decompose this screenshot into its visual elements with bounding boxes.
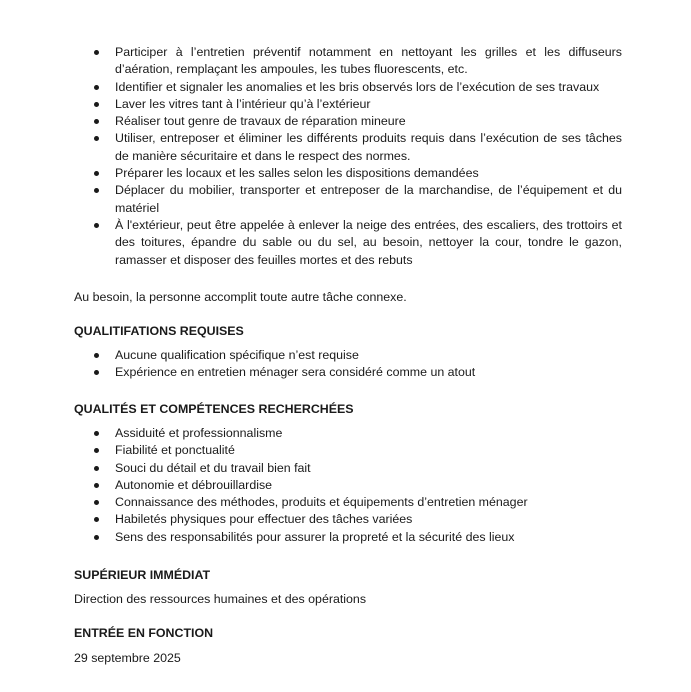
competences-list bbox=[74, 425, 622, 546]
start-date-value: 29 septembre 2025 bbox=[74, 651, 181, 665]
bullet-icon bbox=[94, 50, 99, 55]
bullet-icon bbox=[94, 119, 99, 124]
bullet-icon bbox=[94, 85, 99, 90]
superieur-value: Direction des ressources humaines et des opérations bbox=[74, 592, 367, 606]
tasks-list bbox=[74, 44, 622, 269]
list-item bbox=[74, 217, 622, 269]
list-item-text: Habiletés physiques pour effectuer des tâches variées bbox=[115, 512, 413, 527]
list-item-text: Autonomie et débrouillardise bbox=[115, 477, 273, 492]
list-item-text: Préparer les locaux et les salles selon les dispositions demandées bbox=[115, 166, 479, 181]
bullet-icon bbox=[94, 448, 99, 453]
list-item bbox=[74, 460, 622, 477]
list-item-text: Participer à l’entretien préventif notamment en nettoyant les grilles et les diffuseurs d’aération, remplaçant les ampoules, les tubes fluorescents, etc. bbox=[115, 45, 622, 77]
list-item-text: Sens des responsabilités pour assurer la propreté et la sécurité des lieux bbox=[115, 529, 515, 544]
bullet-icon bbox=[94, 370, 99, 375]
list-item-text: Déplacer du mobilier, transporter et entreposer de la marchandise, de l’équipement et du matériel bbox=[115, 183, 622, 215]
list-item-text: Identifier et signaler les anomalies et les bris observés lors de l’exécution de ses travaux bbox=[115, 79, 600, 94]
bullet-icon bbox=[94, 353, 99, 358]
superieur-heading: SUPÉRIEUR IMMÉDIAT bbox=[74, 568, 211, 582]
list-item-text: Assiduité et professionnalisme bbox=[115, 426, 283, 440]
bullet-icon bbox=[94, 102, 99, 107]
list-item bbox=[74, 113, 622, 130]
list-item bbox=[74, 364, 622, 381]
qualifications-heading: QUALITIFATIONS REQUISES bbox=[74, 324, 244, 338]
list-item-text: Expérience en entretien ménager sera considéré comme un atout bbox=[115, 365, 476, 380]
bullet-icon bbox=[94, 431, 99, 436]
list-item-text: Fiabilité et ponctualité bbox=[115, 443, 235, 458]
list-item-text: Souci du détail et du travail bien fait bbox=[115, 460, 311, 475]
list-item bbox=[74, 165, 622, 182]
bullet-icon bbox=[94, 483, 99, 488]
list-item-text: Laver les vitres tant à l’intérieur qu’à l’extérieur bbox=[115, 96, 371, 111]
other-tasks-text: Au besoin, la personne accomplit toute autre tâche connexe. bbox=[74, 290, 407, 304]
bullet-icon bbox=[94, 500, 99, 505]
list-item-text: Aucune qualification spécifique n’est requise bbox=[115, 348, 359, 362]
competences-heading: QUALITÉS ET COMPÉTENCES RECHERCHÉES bbox=[74, 402, 354, 416]
list-item bbox=[74, 494, 622, 511]
list-item-text: Réaliser tout genre de travaux de réparation mineure bbox=[115, 114, 406, 129]
bullet-icon bbox=[94, 517, 99, 522]
bullet-icon bbox=[94, 188, 99, 193]
start-date-heading: ENTRÉE EN FONCTION bbox=[74, 626, 214, 640]
bullet-icon bbox=[94, 466, 99, 471]
list-item bbox=[74, 182, 622, 217]
list-item bbox=[74, 511, 622, 528]
list-item bbox=[74, 347, 622, 364]
list-item bbox=[74, 44, 622, 79]
list-item bbox=[74, 425, 622, 442]
list-item bbox=[74, 529, 622, 546]
list-item-text: À l'extérieur, peut être appelée à enlever la neige des entrées, des escaliers, des trottoirs et des toitures, épandre du sable ou du sel, au besoin, nettoyer la cour, tondre le gazon, ramasser et disposer des feuilles mortes et des rebuts bbox=[115, 217, 622, 267]
bullet-icon bbox=[94, 171, 99, 176]
list-item bbox=[74, 96, 622, 113]
bullet-icon bbox=[94, 136, 99, 141]
list-item bbox=[74, 442, 622, 459]
qualifications-list bbox=[74, 347, 622, 382]
bullet-icon bbox=[94, 535, 99, 540]
list-item bbox=[74, 79, 622, 96]
list-item bbox=[74, 130, 622, 165]
bullet-icon bbox=[94, 223, 99, 228]
list-item-text: Connaissance des méthodes, produits et équipements d’entretien ménager bbox=[115, 495, 528, 510]
list-item bbox=[74, 477, 622, 494]
list-item-text: Utiliser, entreposer et éliminer les différents produits requis dans l’exécution de ses tâches de manière sécuritaire et dans le respect des normes. bbox=[115, 131, 622, 163]
